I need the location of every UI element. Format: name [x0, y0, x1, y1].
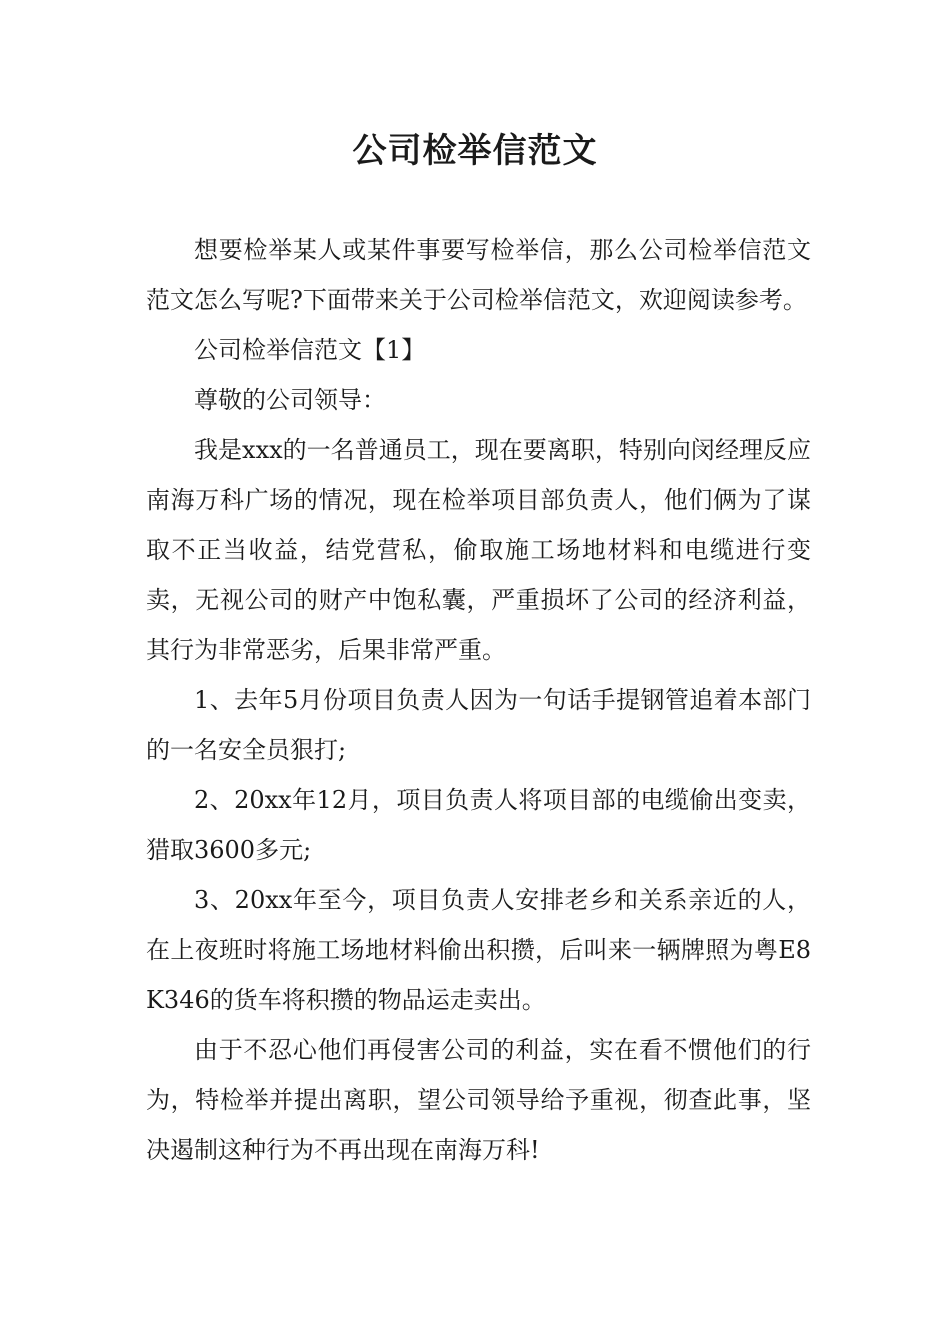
- document-body: [146, 225, 811, 1175]
- body-paragraph: 我是xxx的一名普通员工，现在要离职，特别向闵经理反应南海万科广场的情况，现在检举项目部负责人，他们俩为了谋取不正当收益，结党营私，偷取施工场地材料和电缆进行变卖，无视公司的财产中饱私囊，严重损坏了公司的经济利益，其行为非常恶劣，后果非常严重。: [146, 436, 811, 664]
- intro-paragraph: 想要检举某人或某件事要写检举信，那么公司检举信范文范文怎么写呢?下面带来关于公司检举信范文，欢迎阅读参考。: [146, 236, 811, 314]
- list-item-3: 3、20xx年至今，项目负责人安排老乡和关系亲近的人，在上夜班时将施工场地材料偷出积攒，后叫来一辆牌照为粤E8K346的货车将积攒的物品运走卖出。: [146, 886, 811, 1014]
- closing-paragraph: 由于不忍心他们再侵害公司的利益，实在看不惯他们的行为，特检举并提出离职，望公司领导给予重视，彻查此事，坚决遏制这种行为不再出现在南海万科!: [146, 1036, 811, 1164]
- list-item-1: 1、去年5月份项目负责人因为一句话手提钢管追着本部门的一名安全员狠打;: [146, 686, 811, 764]
- list-item-2: 2、20xx年12月，项目负责人将项目部的电缆偷出变卖，猎取3600多元;: [146, 786, 811, 864]
- salutation: 尊敬的公司领导：: [194, 386, 386, 414]
- section-heading: 公司检举信范文【1】: [194, 336, 426, 364]
- document-title: 公司检举信范文: [352, 131, 598, 171]
